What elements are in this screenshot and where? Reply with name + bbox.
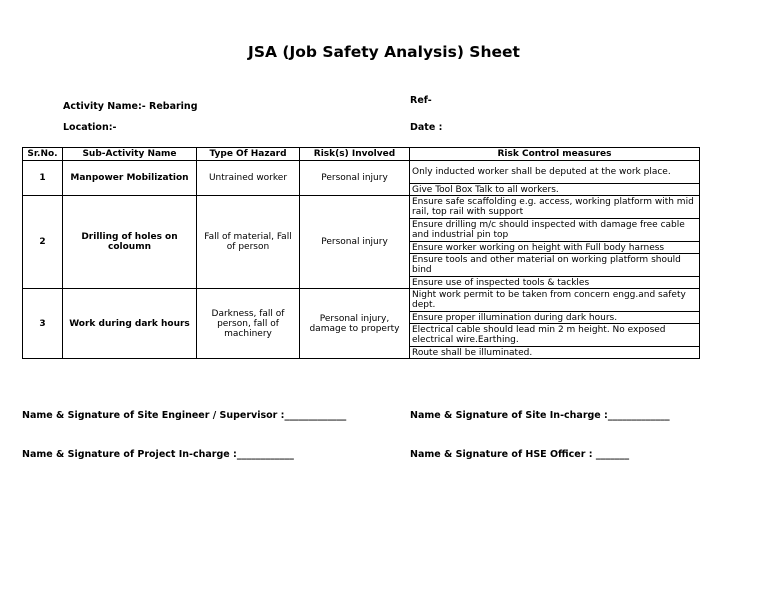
risk-cell: Personal injury	[300, 196, 410, 289]
project-incharge-signature: Name & Signature of Project In-charge :____________	[22, 449, 294, 460]
column-header: Risk Control measures	[410, 148, 700, 161]
location-label: Location:-	[63, 122, 117, 133]
table-row	[23, 289, 700, 312]
sub-activity-cell: Manpower Mobilization	[63, 161, 197, 196]
ref-label: Ref-	[410, 95, 432, 106]
risk-cell: Personal injury	[300, 161, 410, 196]
table-row	[23, 196, 700, 219]
site-incharge-signature: Name & Signature of Site In-charge :_____________	[410, 410, 670, 421]
control-measure: Ensure safe scaffolding e.g. access, working platform with mid rail, top rail with support	[410, 196, 700, 219]
control-measure: Route shall be illuminated.	[410, 347, 700, 359]
row-number: 2	[23, 196, 63, 289]
hse-officer-signature: Name & Signature of HSE Officer : _______	[410, 449, 630, 460]
hazard-cell: Untrained worker	[197, 161, 300, 196]
row-number: 1	[23, 161, 63, 196]
activity-name: Activity Name:- Rebaring	[63, 101, 198, 112]
control-measure: Ensure proper illumination during dark hours.	[410, 312, 700, 324]
control-measure: Night work permit to be taken from concern engg.and safety dept.	[410, 289, 700, 312]
control-measure: Ensure drilling m/c should inspected with damage free cable and industrial pin top	[410, 219, 700, 242]
control-measure: Electrical cable should lead min 2 m height. No exposed electrical wire.Earthing.	[410, 324, 700, 347]
site-engineer-signature: Name & Signature of Site Engineer / Supervisor :_____________	[22, 410, 347, 421]
control-measure: Ensure use of inspected tools & tackles	[410, 277, 700, 289]
page-title: JSA (Job Safety Analysis) Sheet	[248, 43, 520, 61]
hazard-cell: Fall of material, Fall of person	[197, 196, 300, 289]
sub-activity-cell: Drilling of holes on coloumn	[63, 196, 197, 289]
hazard-cell: Darkness, fall of person, fall of machinery	[197, 289, 300, 359]
column-header: Sr.No.	[23, 148, 63, 161]
column-header: Type Of Hazard	[197, 148, 300, 161]
control-measure: Ensure tools and other material on working platform should bind	[410, 254, 700, 277]
control-measure: Only inducted worker shall be deputed at the work place.	[410, 161, 700, 184]
row-number: 3	[23, 289, 63, 359]
column-header: Risk(s) Involved	[300, 148, 410, 161]
control-measure: Ensure worker working on height with Full body harness	[410, 242, 700, 254]
table-row	[23, 161, 700, 184]
column-header: Sub-Activity Name	[63, 148, 197, 161]
jsa-table	[22, 147, 700, 359]
control-measure: Give Tool Box Talk to all workers.	[410, 184, 700, 196]
risk-cell: Personal injury, damage to property	[300, 289, 410, 359]
date-label: Date :	[410, 122, 443, 133]
table-header-row	[23, 148, 700, 161]
sub-activity-cell: Work during dark hours	[63, 289, 197, 359]
